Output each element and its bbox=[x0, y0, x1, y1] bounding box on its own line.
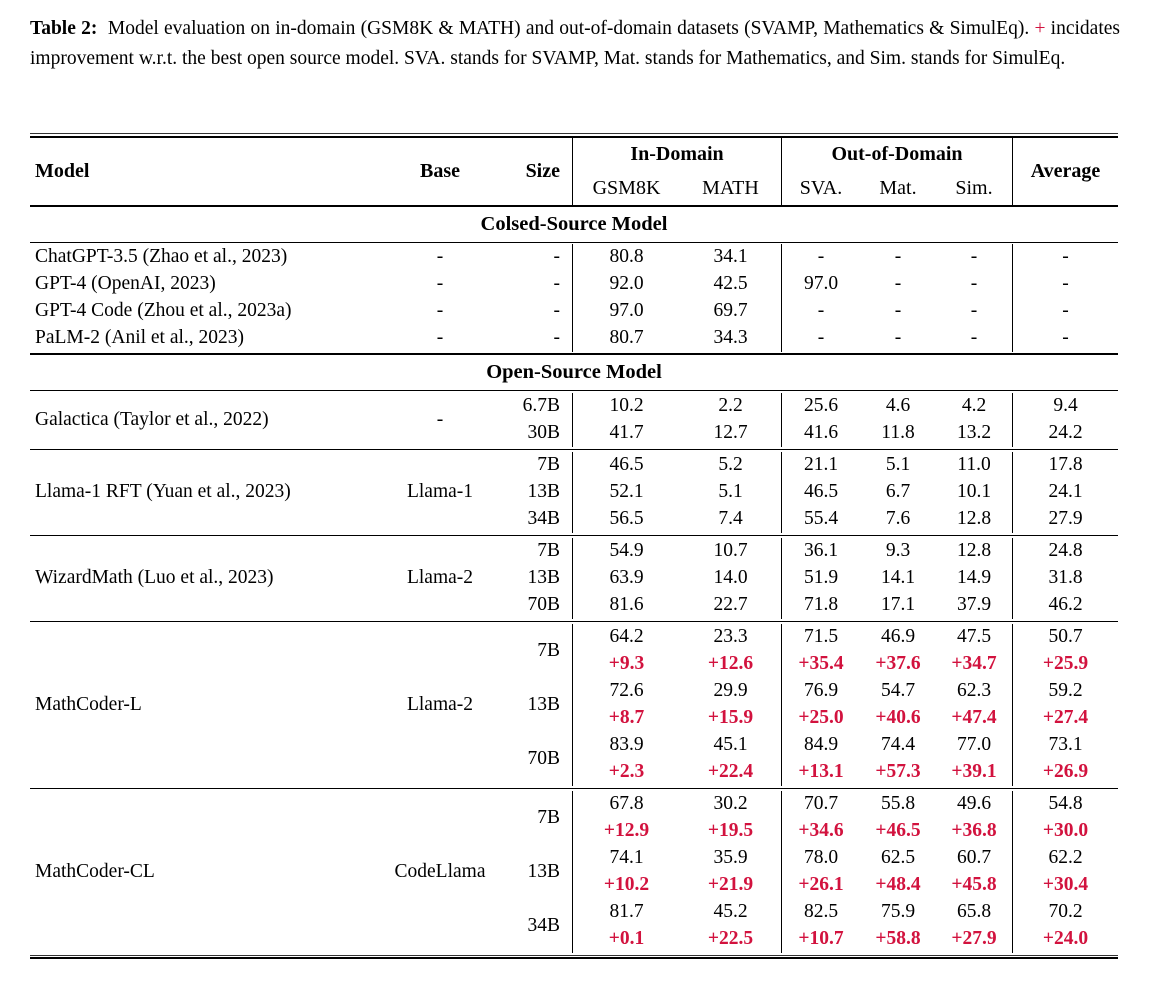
cell-math: 45.1 bbox=[680, 732, 782, 759]
section-closed-source: Colsed-Source Model bbox=[480, 212, 668, 235]
cell-delta-sim: +36.8 bbox=[936, 818, 1013, 845]
cell-mat: - bbox=[894, 246, 902, 267]
cell-gsm8k: 81.6 bbox=[609, 594, 644, 615]
cell-average: 24.2 bbox=[1048, 422, 1083, 443]
cell-math: 35.9 bbox=[680, 845, 782, 872]
cell-math: 69.7 bbox=[680, 298, 782, 325]
model-group bbox=[30, 622, 1118, 788]
model-group bbox=[30, 450, 1118, 535]
table-caption bbox=[30, 14, 1120, 73]
header-mat: Mat. bbox=[879, 176, 917, 199]
cell-sva: 46.5 bbox=[803, 481, 839, 502]
results-table bbox=[30, 133, 1118, 959]
cell-delta-mat: +46.5 bbox=[875, 820, 921, 841]
cell-average: - bbox=[1062, 246, 1069, 267]
cell-base: Llama-2 bbox=[406, 693, 474, 715]
cell-mat: - bbox=[894, 273, 902, 294]
cell-size: 7B bbox=[490, 791, 573, 845]
cell-average: 9.4 bbox=[1053, 395, 1078, 416]
cell-delta-average: +27.4 bbox=[1042, 707, 1089, 728]
cell-size: 13B bbox=[490, 845, 573, 899]
cell-math: 42.5 bbox=[680, 271, 782, 298]
cell-delta-gsm8k: +8.7 bbox=[608, 707, 645, 728]
caption-text-after-plus: incidates improvement w.r.t. the best open source model. SVA. stands for SVAMP, Mat. stands for Mathematics, and Sim. stands for SimulEq. bbox=[30, 18, 1120, 69]
cell-delta-gsm8k: +0.1 bbox=[608, 928, 645, 949]
cell-sim: 12.8 bbox=[936, 538, 1013, 565]
cell-mat: 55.8 bbox=[880, 793, 916, 814]
cell-delta-sim: +34.7 bbox=[936, 651, 1013, 678]
cell-delta-math: +22.4 bbox=[680, 759, 782, 786]
cell-size: 7B bbox=[490, 452, 573, 479]
cell-sim: - bbox=[936, 325, 1013, 352]
cell-model: GPT-4 (OpenAI, 2023) bbox=[35, 273, 216, 294]
cell-sva: 25.6 bbox=[803, 395, 839, 416]
open-source-groups bbox=[30, 391, 1118, 955]
cell-mat: 5.1 bbox=[885, 454, 911, 475]
caption-text-before-plus: Model evaluation on in-domain (GSM8K & MATH) and out-of-domain datasets (SVAMP, Mathematics & SimulEq). bbox=[107, 18, 1035, 39]
cell-size: 13B bbox=[490, 678, 573, 732]
cell-delta-gsm8k: +10.2 bbox=[603, 874, 650, 895]
cell-math: 29.9 bbox=[680, 678, 782, 705]
header-size: Size bbox=[490, 138, 573, 205]
cell-delta-sva: +13.1 bbox=[798, 761, 844, 782]
cell-average: 62.2 bbox=[1048, 847, 1083, 868]
cell-mat: - bbox=[894, 327, 902, 348]
cell-gsm8k: 83.9 bbox=[609, 734, 644, 755]
cell-sim: 37.9 bbox=[936, 592, 1013, 619]
cell-base: - bbox=[436, 273, 444, 294]
cell-sim: 12.8 bbox=[936, 506, 1013, 533]
cell-sim: - bbox=[936, 271, 1013, 298]
cell-sim: 65.8 bbox=[936, 899, 1013, 926]
cell-size: 7B bbox=[490, 538, 573, 565]
cell-size: 13B bbox=[490, 565, 573, 592]
cell-sva: 71.5 bbox=[803, 626, 839, 647]
section-open-source: Open-Source Model bbox=[486, 360, 662, 383]
cell-delta-math: +22.5 bbox=[680, 926, 782, 953]
cell-mat: 9.3 bbox=[885, 540, 911, 561]
caption-table-number: Table 2: bbox=[30, 18, 98, 39]
cell-gsm8k: 74.1 bbox=[609, 847, 644, 868]
cell-base: Llama-2 bbox=[406, 567, 474, 588]
cell-size: 13B bbox=[490, 479, 573, 506]
cell-delta-sim: +45.8 bbox=[936, 872, 1013, 899]
cell-gsm8k: 97.0 bbox=[609, 300, 644, 321]
cell-sim: 77.0 bbox=[936, 732, 1013, 759]
cell-delta-mat: +58.8 bbox=[875, 928, 921, 949]
header-in-domain: In-Domain bbox=[573, 138, 782, 172]
cell-model: MathCoder-L bbox=[35, 693, 142, 715]
cell-sim: 14.9 bbox=[936, 565, 1013, 592]
cell-model: ChatGPT-3.5 (Zhao et al., 2023) bbox=[35, 246, 288, 267]
caption-plus-sign: + bbox=[1034, 18, 1046, 39]
cell-math: 30.2 bbox=[680, 791, 782, 818]
cell-sim: 4.2 bbox=[936, 393, 1013, 420]
cell-mat: 46.9 bbox=[880, 626, 916, 647]
header-sva: SVA. bbox=[799, 176, 843, 199]
table-row bbox=[30, 325, 1118, 352]
cell-gsm8k: 67.8 bbox=[609, 793, 644, 814]
cell-delta-sva: +25.0 bbox=[798, 707, 844, 728]
cell-sva: 51.9 bbox=[803, 567, 839, 588]
cell-delta-sim: +47.4 bbox=[936, 705, 1013, 732]
cell-gsm8k: 10.2 bbox=[609, 395, 644, 416]
cell-sim: 11.0 bbox=[936, 452, 1013, 479]
cell-gsm8k: 63.9 bbox=[609, 567, 644, 588]
cell-sva: 70.7 bbox=[803, 793, 839, 814]
cell-mat: 11.8 bbox=[881, 422, 915, 443]
cell-delta-sva: +34.6 bbox=[798, 820, 844, 841]
cell-math: 2.2 bbox=[680, 393, 782, 420]
cell-gsm8k: 81.7 bbox=[609, 901, 644, 922]
cell-model: GPT-4 Code (Zhou et al., 2023a) bbox=[35, 300, 292, 321]
cell-delta-average: +26.9 bbox=[1042, 761, 1089, 782]
cell-size: - bbox=[490, 271, 573, 298]
cell-size: - bbox=[490, 325, 573, 352]
header-model: Model bbox=[35, 159, 90, 182]
cell-size: 70B bbox=[490, 592, 573, 619]
table-row bbox=[30, 271, 1118, 298]
cell-gsm8k: 54.9 bbox=[609, 540, 644, 561]
cell-gsm8k: 80.7 bbox=[609, 327, 644, 348]
closed-source-rows bbox=[30, 243, 1118, 353]
cell-average: 59.2 bbox=[1048, 680, 1083, 701]
cell-sva: 84.9 bbox=[803, 734, 839, 755]
cell-math: 5.1 bbox=[680, 479, 782, 506]
cell-average: 50.7 bbox=[1048, 626, 1083, 647]
cell-size: 70B bbox=[490, 732, 573, 786]
header-math: MATH bbox=[680, 172, 782, 205]
cell-sva: 76.9 bbox=[803, 680, 839, 701]
cell-average: 24.8 bbox=[1048, 540, 1083, 561]
cell-mat: 54.7 bbox=[880, 680, 916, 701]
cell-gsm8k: 41.7 bbox=[609, 422, 644, 443]
cell-average: 27.9 bbox=[1048, 508, 1083, 529]
table-row bbox=[30, 244, 1118, 271]
cell-delta-gsm8k: +12.9 bbox=[603, 820, 650, 841]
cell-delta-math: +12.6 bbox=[680, 651, 782, 678]
cell-sim: 13.2 bbox=[936, 420, 1013, 447]
cell-delta-sva: +35.4 bbox=[798, 653, 844, 674]
cell-math: 7.4 bbox=[680, 506, 782, 533]
header-base: Base bbox=[420, 159, 460, 182]
cell-model: WizardMath (Luo et al., 2023) bbox=[35, 567, 274, 588]
cell-average: 17.8 bbox=[1048, 454, 1083, 475]
cell-gsm8k: 46.5 bbox=[609, 454, 644, 475]
cell-mat: 6.7 bbox=[885, 481, 911, 502]
cell-gsm8k: 92.0 bbox=[609, 273, 644, 294]
table-row bbox=[30, 298, 1118, 325]
cell-sva: 36.1 bbox=[803, 540, 839, 561]
cell-size: 6.7B bbox=[490, 393, 573, 420]
cell-average: - bbox=[1062, 327, 1069, 348]
cell-size: - bbox=[490, 298, 573, 325]
cell-mat: 74.4 bbox=[880, 734, 916, 755]
cell-average: 54.8 bbox=[1048, 793, 1083, 814]
cell-base: CodeLlama bbox=[394, 860, 486, 882]
cell-delta-gsm8k: +9.3 bbox=[608, 653, 645, 674]
cell-math: 34.1 bbox=[680, 244, 782, 271]
table-header bbox=[30, 138, 1118, 205]
cell-math: 5.2 bbox=[680, 452, 782, 479]
header-out-of-domain: Out-of-Domain bbox=[782, 138, 1013, 172]
cell-gsm8k: 52.1 bbox=[609, 481, 644, 502]
header-sim: Sim. bbox=[936, 172, 1013, 205]
cell-gsm8k: 64.2 bbox=[609, 626, 644, 647]
cell-sva: - bbox=[817, 327, 825, 348]
cell-average: - bbox=[1062, 300, 1069, 321]
cell-base: - bbox=[436, 408, 444, 430]
cell-average: 73.1 bbox=[1048, 734, 1083, 755]
cell-delta-average: +25.9 bbox=[1042, 653, 1089, 674]
cell-sim: 62.3 bbox=[936, 678, 1013, 705]
model-group bbox=[30, 391, 1118, 449]
cell-delta-sva: +26.1 bbox=[798, 874, 844, 895]
cell-sva: 82.5 bbox=[803, 901, 839, 922]
cell-model: PaLM-2 (Anil et al., 2023) bbox=[35, 327, 245, 348]
cell-delta-sva: +10.7 bbox=[798, 928, 844, 949]
cell-size: 7B bbox=[490, 624, 573, 678]
cell-average: 46.2 bbox=[1048, 594, 1083, 615]
cell-average: 24.1 bbox=[1048, 481, 1083, 502]
cell-math: 12.7 bbox=[680, 420, 782, 447]
cell-math: 34.3 bbox=[680, 325, 782, 352]
cell-sva: 55.4 bbox=[803, 508, 839, 529]
cell-math: 10.7 bbox=[680, 538, 782, 565]
cell-sim: - bbox=[936, 244, 1013, 271]
cell-mat: 7.6 bbox=[885, 508, 911, 529]
cell-delta-average: +30.4 bbox=[1042, 874, 1089, 895]
cell-sva: 97.0 bbox=[803, 273, 839, 294]
cell-sva: 78.0 bbox=[803, 847, 839, 868]
cell-mat: 75.9 bbox=[880, 901, 916, 922]
cell-base: - bbox=[436, 327, 444, 348]
cell-delta-sim: +39.1 bbox=[936, 759, 1013, 786]
header-gsm8k: GSM8K bbox=[592, 176, 661, 199]
cell-delta-mat: +37.6 bbox=[875, 653, 921, 674]
cell-gsm8k: 80.8 bbox=[609, 246, 644, 267]
model-group bbox=[30, 536, 1118, 621]
cell-sim: 10.1 bbox=[936, 479, 1013, 506]
cell-math: 14.0 bbox=[680, 565, 782, 592]
cell-delta-mat: +48.4 bbox=[875, 874, 921, 895]
cell-sva: - bbox=[817, 300, 825, 321]
cell-mat: 4.6 bbox=[885, 395, 911, 416]
cell-mat: 14.1 bbox=[880, 567, 916, 588]
cell-sva: 41.6 bbox=[803, 422, 839, 443]
cell-sva: - bbox=[817, 246, 825, 267]
table-bottom-rule bbox=[30, 955, 1118, 960]
cell-size: 34B bbox=[490, 506, 573, 533]
cell-gsm8k: 72.6 bbox=[609, 680, 644, 701]
cell-model: MathCoder-CL bbox=[35, 860, 155, 882]
cell-delta-sim: +27.9 bbox=[936, 926, 1013, 953]
cell-average: - bbox=[1062, 273, 1069, 294]
cell-mat: - bbox=[894, 300, 902, 321]
cell-base: - bbox=[436, 300, 444, 321]
cell-delta-math: +15.9 bbox=[680, 705, 782, 732]
cell-sim: 60.7 bbox=[936, 845, 1013, 872]
cell-base: Llama-1 bbox=[406, 481, 474, 502]
model-group bbox=[30, 789, 1118, 955]
cell-delta-average: +30.0 bbox=[1042, 820, 1089, 841]
cell-delta-average: +24.0 bbox=[1042, 928, 1089, 949]
cell-sim: - bbox=[936, 298, 1013, 325]
cell-delta-math: +19.5 bbox=[680, 818, 782, 845]
cell-average: 70.2 bbox=[1048, 901, 1083, 922]
cell-model: Galactica (Taylor et al., 2022) bbox=[35, 408, 269, 430]
cell-sva: 71.8 bbox=[803, 594, 839, 615]
cell-mat: 17.1 bbox=[880, 594, 916, 615]
cell-sva: 21.1 bbox=[803, 454, 839, 475]
cell-sim: 49.6 bbox=[936, 791, 1013, 818]
cell-delta-math: +21.9 bbox=[680, 872, 782, 899]
cell-size: - bbox=[490, 244, 573, 271]
cell-base: - bbox=[436, 246, 444, 267]
cell-delta-mat: +57.3 bbox=[875, 761, 921, 782]
cell-math: 45.2 bbox=[680, 899, 782, 926]
cell-delta-gsm8k: +2.3 bbox=[608, 761, 645, 782]
cell-gsm8k: 56.5 bbox=[609, 508, 644, 529]
cell-sim: 47.5 bbox=[936, 624, 1013, 651]
cell-average: 31.8 bbox=[1048, 567, 1083, 588]
cell-model: Llama-1 RFT (Yuan et al., 2023) bbox=[35, 481, 291, 502]
header-average: Average bbox=[1030, 159, 1101, 182]
cell-delta-mat: +40.6 bbox=[875, 707, 921, 728]
cell-math: 22.7 bbox=[680, 592, 782, 619]
cell-size: 34B bbox=[490, 899, 573, 953]
cell-math: 23.3 bbox=[680, 624, 782, 651]
cell-size: 30B bbox=[490, 420, 573, 447]
cell-mat: 62.5 bbox=[880, 847, 916, 868]
